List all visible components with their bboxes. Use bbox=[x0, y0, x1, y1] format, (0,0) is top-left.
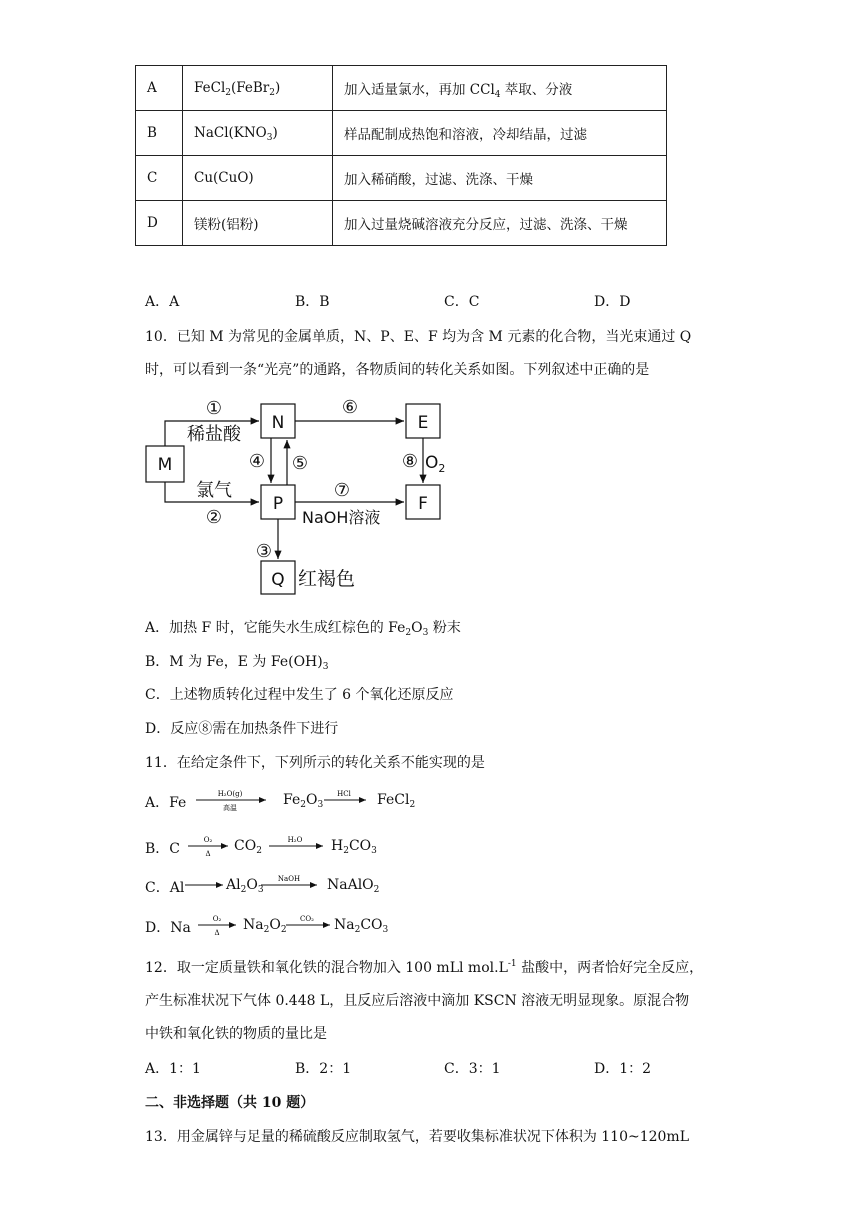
svg-text:HCl: HCl bbox=[337, 790, 351, 798]
svg-text:Δ: Δ bbox=[205, 850, 211, 858]
row-label: A bbox=[136, 66, 183, 111]
reagent-7: NaOH溶液 bbox=[302, 508, 381, 527]
reagent-1: 稀盐酸 bbox=[187, 424, 241, 445]
q12-option-b: B．2：1 bbox=[295, 1061, 352, 1077]
substance-cell: FeCl$_2$(FeBr$_2$) bbox=[183, 66, 333, 111]
label-6: ⑥ bbox=[341, 397, 359, 418]
svg-text:NaOH: NaOH bbox=[277, 875, 301, 883]
q9-option-c: C．C bbox=[444, 294, 480, 310]
label-2: ② bbox=[205, 507, 223, 528]
label-3: ③ bbox=[255, 541, 273, 562]
svg-text:H₂O(g): H₂O(g) bbox=[217, 790, 243, 798]
q11-c-arrow2 bbox=[259, 872, 321, 898]
q11-option-a: A．Fe bbox=[145, 795, 187, 811]
q11-c-product: NaAlO$_2$ bbox=[327, 877, 380, 895]
q11-a-arrow1 bbox=[192, 787, 272, 813]
q12-stem-line3: 中铁和氧化铁的物质的量比是 bbox=[145, 1026, 327, 1042]
table-row bbox=[136, 201, 667, 246]
q11-option-d: D．Na bbox=[145, 920, 191, 936]
q11-d-product: $Na_2CO_3$ bbox=[334, 917, 389, 935]
q10-option-a: A．加热 F 时，它能失水生成红棕色的 $Fe_2O_3$ 粉末 bbox=[145, 620, 461, 638]
q11-d-arrow1 bbox=[196, 912, 240, 938]
q11-a-intermediate: $Fe_2O_3$ bbox=[283, 792, 324, 810]
q11-a-arrow2 bbox=[322, 787, 370, 813]
q12-stem-line2: 产生标准状况下气体 0.448 L，且反应后溶液中滴加 KSCN 溶液无明显现象。原混合物 bbox=[145, 993, 690, 1009]
q11-a-product: FeCl$_2$ bbox=[377, 792, 416, 810]
label-8: ⑧ bbox=[401, 451, 419, 472]
q11-b-arrow2 bbox=[267, 833, 327, 859]
q9-option-d: D．D bbox=[594, 294, 631, 310]
q11-b-product: $H_2CO_3$ bbox=[331, 838, 377, 856]
q11-d-arrow2 bbox=[284, 912, 334, 938]
q9-option-b: B．B bbox=[295, 294, 330, 310]
label-7: ⑦ bbox=[333, 480, 351, 501]
q11-d-intermediate: $Na_2O_2$ bbox=[243, 917, 287, 935]
q11-option-c: C．Al bbox=[145, 880, 185, 896]
q12-option-a: A．1：1 bbox=[145, 1061, 201, 1077]
q10-stem-line2: 时，可以看到一条“光亮”的通路，各物质间的转化关系如图。下列叙述中正确的是 bbox=[145, 362, 650, 378]
box-q-label: Q bbox=[271, 570, 285, 590]
svg-text:高温: 高温 bbox=[223, 804, 237, 812]
label-5: ⑤ bbox=[291, 453, 309, 474]
section-heading: 二、非选择题（共 10 题） bbox=[145, 1095, 315, 1111]
svg-text:H₂O: H₂O bbox=[287, 836, 303, 844]
svg-text:Δ: Δ bbox=[214, 929, 220, 937]
row-label: C bbox=[136, 156, 183, 201]
label-1: ① bbox=[205, 398, 223, 419]
reagent-8: $O_2$ bbox=[425, 453, 446, 475]
label-4: ④ bbox=[248, 451, 266, 472]
box-e-label: E bbox=[417, 413, 429, 433]
table-row bbox=[136, 66, 667, 111]
q11-option-b: B．C bbox=[145, 841, 180, 857]
q11-b-arrow1 bbox=[186, 833, 232, 859]
q9-option-a: A．A bbox=[145, 294, 180, 310]
q10-stem-line1: 10．已知 M 为常见的金属单质，N、P、E、F 均为含 M 元素的化合物，当光束通过 Q bbox=[145, 329, 692, 345]
row-label: B bbox=[136, 111, 183, 156]
box-f-label: F bbox=[418, 494, 428, 514]
box-p-label: P bbox=[272, 494, 284, 514]
method-cell: 加入适量氯水，再加 CCl$_4$ 萃取、分液 bbox=[333, 66, 667, 111]
q-color-label: 红褐色 bbox=[298, 568, 356, 590]
box-m-label: M bbox=[157, 455, 173, 475]
q10-option-c: C．上述物质转化过程中发生了 6 个氧化还原反应 bbox=[145, 687, 454, 703]
q13-stem: 13．用金属锌与足量的稀硫酸反应制取氢气，若要收集标准状况下体积为 110~120mL bbox=[145, 1129, 690, 1145]
reagent-2: 氯气 bbox=[196, 480, 232, 501]
options-table bbox=[135, 65, 667, 246]
svg-text:CO₂: CO₂ bbox=[300, 915, 314, 923]
q11-stem: 11．在给定条件下，下列所示的转化关系不能实现的是 bbox=[145, 755, 485, 771]
substance-cell: Cu(CuO) bbox=[183, 156, 333, 201]
substance-cell: 镁粉(铝粉) bbox=[183, 201, 333, 246]
svg-text:O₂: O₂ bbox=[203, 836, 213, 844]
method-cell: 样品配制成热饱和溶液，冷却结晶，过滤 bbox=[333, 111, 667, 156]
method-cell: 加入过量烧碱溶液充分反应，过滤、洗涤、干燥 bbox=[333, 201, 667, 246]
q10-option-d: D．反应⑧需在加热条件下进行 bbox=[145, 721, 339, 737]
box-n-label: N bbox=[271, 413, 285, 433]
q10-option-b: B．M 为 Fe，E 为 $Fe(OH)_3$ bbox=[145, 654, 329, 672]
q12-option-c: C．3：1 bbox=[444, 1061, 501, 1077]
q11-b-intermediate: $CO_2$ bbox=[234, 838, 262, 856]
q11-c-arrow1 bbox=[183, 872, 227, 898]
table-row bbox=[136, 156, 667, 201]
q11-c-intermediate: $Al_2O_3$ bbox=[226, 877, 264, 895]
conversion-diagram bbox=[140, 392, 446, 598]
table-row bbox=[136, 111, 667, 156]
q12-stem-line1: 12．取一定质量铁和氧化铁的混合物加入 100 mLl $mol.L^{-1}$ 盐酸中，两者恰好完全反应， bbox=[145, 959, 704, 976]
row-label: D bbox=[136, 201, 183, 246]
method-cell: 加入稀硝酸，过滤、洗涤、干燥 bbox=[333, 156, 667, 201]
substance-cell: $NaCl(KNO_3)$ bbox=[183, 111, 333, 156]
q12-option-d: D．1：2 bbox=[594, 1061, 652, 1077]
svg-text:O₂: O₂ bbox=[212, 915, 222, 923]
